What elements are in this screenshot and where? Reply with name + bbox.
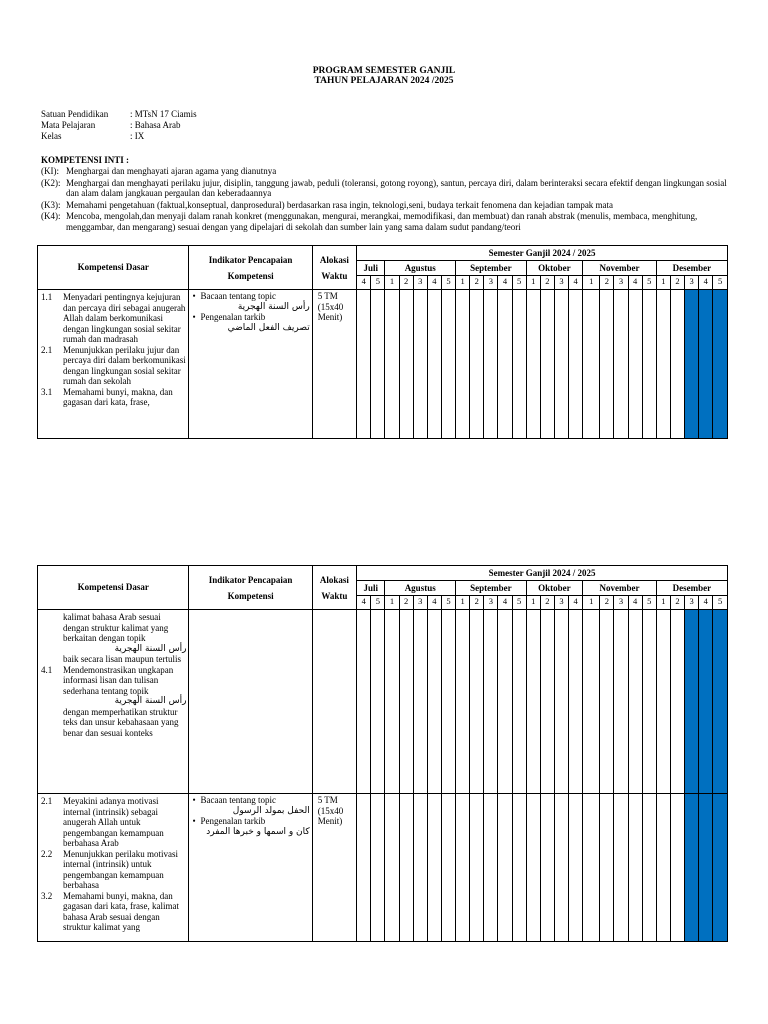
week-header: 4 <box>569 276 583 290</box>
ipk-cell: • Bacaan tentang topic الحفل بمولد الرسول • Pengenalan tarkib كان و اسمها و خبرها المفرد <box>189 794 312 942</box>
week-cell <box>540 610 554 794</box>
week-header: 5 <box>371 596 385 610</box>
ki-list <box>41 166 731 233</box>
ki-item: (K4): Mencoba, mengolah,dan menyaji dalam ranah konkret (menggunakan, mengurai, merangkai, memodifikasi, dan membuat) dan ranah abstrak (menulis, membaca, menghitung, menggambar, dan mengarang) sesuai dengan yang dipelajari di sekolah dan sumber lain yang sama dalam sudut pandang/teori <box>41 211 698 232</box>
week-header: 1 <box>456 276 470 290</box>
kd-cell: kalimat bahasa Arab sesuai dengan struktur kalimat yang berkaitan dengan topik رأس السنة الهجرية baik secara lisan maupun tertulis 4.1 Mendemonstrasikan ungkapan informasi lisan dan tulisan sederhana tentang topik رأس السنة الهجرية dengan memperhatikan struktur teks dan unsur kebahasaan yang benar dan sesuai konteks <box>38 610 189 794</box>
week-cell <box>656 794 670 942</box>
week-header: 4 <box>699 276 713 290</box>
week-header: 3 <box>614 596 628 610</box>
week-cell <box>427 290 441 439</box>
kd-entry: 3.2 Memahami bunyi, makna, dan gagasan dari kata, frase, kalimat bahasa Arab sesuai dengan struktur kalimat yang <box>41 890 179 932</box>
week-header: 2 <box>600 596 614 610</box>
week-header: 2 <box>470 596 484 610</box>
week-cell <box>371 610 385 794</box>
week-cell <box>399 290 413 439</box>
week-cell <box>441 610 455 794</box>
week-header: 1 <box>656 276 670 290</box>
week-cell <box>441 794 455 942</box>
ki-item: (KI): Menghargai dan menghayati ajaran agama yang dianutnya <box>41 166 277 176</box>
week-cell <box>470 290 484 439</box>
week-header: 1 <box>583 276 600 290</box>
week-header: 3 <box>554 276 568 290</box>
week-cell <box>699 610 713 794</box>
week-cell <box>569 610 583 794</box>
week-header: 3 <box>685 276 699 290</box>
week-cell <box>685 794 699 942</box>
bullet-icon: • <box>192 312 196 322</box>
week-cell <box>441 290 455 439</box>
week-header: 3 <box>413 276 427 290</box>
week-header: 4 <box>357 596 371 610</box>
week-cell <box>385 610 399 794</box>
week-cell <box>614 290 628 439</box>
week-cell <box>614 794 628 942</box>
month-header: Agustus <box>385 581 456 596</box>
doc-subtitle: TAHUN PELAJARAN 2024 /2025 <box>314 76 454 86</box>
week-cell <box>357 290 371 439</box>
doc-title: PROGRAM SEMESTER GANJIL <box>312 66 456 76</box>
week-cell <box>540 794 554 942</box>
week-cell <box>456 610 470 794</box>
week-header: 1 <box>583 596 600 610</box>
header-alokasi: Alokasi Waktu <box>312 246 356 290</box>
ki-heading: KOMPETENSI INTI : <box>41 155 130 165</box>
week-cell <box>628 290 642 439</box>
week-cell <box>498 794 512 942</box>
header-alokasi: Alokasi Waktu <box>312 566 356 610</box>
week-cell <box>427 794 441 942</box>
month-header: Juli <box>357 261 385 276</box>
week-cell <box>699 794 713 942</box>
week-cell <box>512 290 526 439</box>
month-header: November <box>583 581 657 596</box>
kd-cell <box>38 290 189 439</box>
week-header: 1 <box>385 276 399 290</box>
week-cell <box>628 610 642 794</box>
week-header: 2 <box>670 276 684 290</box>
alokasi-cell: 5 TM (15x40 Menit) <box>312 290 356 439</box>
month-header: Oktober <box>526 261 583 276</box>
week-header: 5 <box>713 276 728 290</box>
week-cell <box>713 610 728 794</box>
week-cell <box>357 794 371 942</box>
week-header: 2 <box>470 276 484 290</box>
ki-item: (K3): Memahami pengetahuan (faktual,konseptual, danprosedural) berdasarkan rasa ingin, teknologi,seni, budaya terkait fenomena dan kejadian tampak mata <box>41 199 614 210</box>
month-header: Desember <box>656 261 727 276</box>
week-header: 2 <box>540 276 554 290</box>
week-header: 1 <box>385 596 399 610</box>
month-header: November <box>583 261 657 276</box>
program-table-1 <box>37 245 728 439</box>
week-header: 5 <box>512 276 526 290</box>
header-semester: Semester Ganjil 2024 / 2025 <box>357 246 728 261</box>
month-header: September <box>456 261 527 276</box>
week-header: 3 <box>413 596 427 610</box>
alokasi-cell <box>312 610 356 794</box>
week-header: 3 <box>554 596 568 610</box>
week-cell <box>656 290 670 439</box>
week-cell <box>470 610 484 794</box>
alokasi-cell: 5 TM (15x40 Menit) <box>312 794 356 942</box>
week-cell <box>498 610 512 794</box>
kd-entry: 2.1 Menunjukkan perilaku jujur dan percaya diri dalam berkomunikasi dengan lingkungan sosial sekitar rumah dan sekolah <box>41 344 186 386</box>
week-cell <box>427 610 441 794</box>
week-cell <box>628 794 642 942</box>
week-cell <box>642 610 656 794</box>
week-cell <box>554 610 568 794</box>
month-header: Agustus <box>385 261 456 276</box>
week-header: 4 <box>628 596 642 610</box>
week-cell <box>699 290 713 439</box>
week-cell <box>583 290 600 439</box>
week-header: 1 <box>526 276 540 290</box>
week-cell <box>526 290 540 439</box>
week-cell <box>484 290 498 439</box>
header-kompetensi-dasar: Kompetensi Dasar <box>38 566 189 610</box>
week-cell <box>371 290 385 439</box>
week-header: 4 <box>569 596 583 610</box>
week-cell <box>614 610 628 794</box>
week-header: 3 <box>614 276 628 290</box>
week-header: 4 <box>498 596 512 610</box>
ident-row: Kelas : IX <box>41 131 145 141</box>
kd-entry: 1.1 Menyadari pentingnya kejujuran dan percaya diri sebagai anugerah Allah dalam berkomunikasi dengan lingkungan sosial sekitar rumah dan madrasah <box>41 292 186 344</box>
week-header: 5 <box>441 276 455 290</box>
week-cell <box>385 794 399 942</box>
week-header: 5 <box>642 276 656 290</box>
week-header: 5 <box>441 596 455 610</box>
week-header: 3 <box>484 276 498 290</box>
week-cell <box>385 290 399 439</box>
week-header: 2 <box>540 596 554 610</box>
week-cell <box>540 290 554 439</box>
week-cell <box>456 794 470 942</box>
kd-entry: 2.2 Menunjukkan perilaku motivasi internal (intrinsik) untuk pengembangan kemampuan berbahasa <box>41 848 178 890</box>
week-cell <box>685 290 699 439</box>
kd-entry: 3.1 Memahami bunyi, makna, dan gagasan dari kata, frase, <box>41 386 173 407</box>
week-cell <box>484 794 498 942</box>
week-cell <box>526 610 540 794</box>
week-header: 2 <box>399 596 413 610</box>
week-header: 4 <box>628 276 642 290</box>
week-cell <box>413 610 427 794</box>
week-cell <box>399 794 413 942</box>
week-cell <box>399 610 413 794</box>
bullet-icon: • <box>192 816 196 826</box>
kd-cell <box>38 794 189 942</box>
week-header: 4 <box>699 596 713 610</box>
week-header: 4 <box>498 276 512 290</box>
week-cell <box>642 290 656 439</box>
ident-row: Satuan Pendidikan : MTsN 17 Ciamis <box>41 109 197 119</box>
month-header: September <box>456 581 527 596</box>
week-header: 3 <box>685 596 699 610</box>
week-cell <box>357 610 371 794</box>
week-cell <box>470 794 484 942</box>
bullet-icon: • <box>192 795 196 805</box>
week-cell <box>456 290 470 439</box>
week-cell <box>371 794 385 942</box>
week-cell <box>526 794 540 942</box>
week-cell <box>554 290 568 439</box>
week-cell <box>413 794 427 942</box>
week-cell <box>713 794 728 942</box>
week-header: 2 <box>670 596 684 610</box>
week-cell <box>600 794 614 942</box>
week-cell <box>583 610 600 794</box>
week-header: 2 <box>600 276 614 290</box>
kd-entry: 2.1 Meyakini adanya motivasi internal (intrinsik) sebagai anugerah Allah untuk pengembangan kemampuan berbahasa Arab <box>41 796 164 848</box>
week-cell <box>713 290 728 439</box>
week-header: 1 <box>656 596 670 610</box>
week-cell <box>498 290 512 439</box>
kd-entry: 4.1 Mendemonstrasikan ungkapan informasi lisan dan tulisan sederhana tentang topik <box>41 664 174 696</box>
month-header: Oktober <box>526 581 583 596</box>
program-table-2 <box>37 565 728 942</box>
week-header: 2 <box>399 276 413 290</box>
week-header: 4 <box>427 276 441 290</box>
week-cell <box>569 290 583 439</box>
ki-item: (K2): Menghargai dan menghayati perilaku jujur, disiplin, tanggung jawab, peduli (toleransi, gotong royong), santun, percaya diri, dalam berinteraksi secara efektif dengan lingkungan sosial dan alam dalam jangkauan pergaulan dan keberadaannya <box>41 177 727 198</box>
header-indikator: Indikator Pencapaian Kompetensi <box>189 246 312 290</box>
ident-row: Mata Pelajaran : Bahasa Arab <box>41 120 181 130</box>
week-cell <box>512 794 526 942</box>
week-header: 1 <box>526 596 540 610</box>
week-cell <box>670 794 684 942</box>
week-cell <box>484 610 498 794</box>
week-header: 3 <box>484 596 498 610</box>
ipk-cell <box>189 610 312 794</box>
week-header: 5 <box>642 596 656 610</box>
week-cell <box>600 610 614 794</box>
header-kompetensi-dasar: Kompetensi Dasar <box>38 246 189 290</box>
week-cell <box>670 290 684 439</box>
identity-block <box>41 109 197 142</box>
header-semester: Semester Ganjil 2024 / 2025 <box>357 566 728 581</box>
week-cell <box>600 290 614 439</box>
week-header: 4 <box>357 276 371 290</box>
week-cell <box>512 610 526 794</box>
week-cell <box>569 794 583 942</box>
week-header: 5 <box>371 276 385 290</box>
header-indikator: Indikator Pencapaian Kompetensi <box>189 566 312 610</box>
week-header: 5 <box>512 596 526 610</box>
week-header: 5 <box>713 596 728 610</box>
week-cell <box>670 610 684 794</box>
ipk-cell: • Bacaan tentang topic رأس السنة الهجرية • Pengenalan tarkib تصريف الفعل الماضي <box>189 290 312 439</box>
month-header: Desember <box>656 581 727 596</box>
week-header: 1 <box>456 596 470 610</box>
week-cell <box>554 794 568 942</box>
week-cell <box>656 610 670 794</box>
week-header: 4 <box>427 596 441 610</box>
week-cell <box>583 794 600 942</box>
week-cell <box>413 290 427 439</box>
week-cell <box>642 794 656 942</box>
week-cell <box>685 610 699 794</box>
month-header: Juli <box>357 581 385 596</box>
bullet-icon: • <box>192 291 196 301</box>
